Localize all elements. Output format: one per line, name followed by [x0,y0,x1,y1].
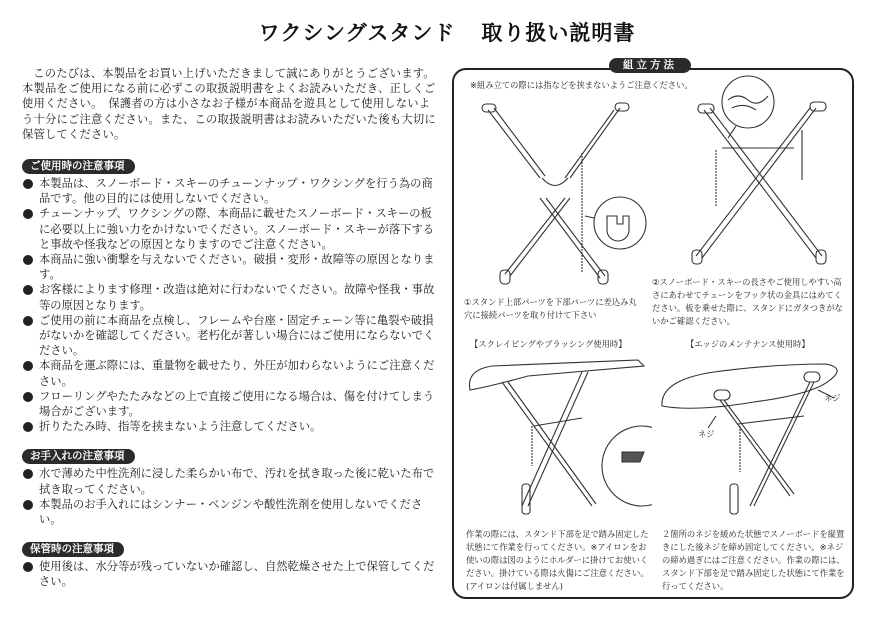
list-item: 本商品に強い衝撃を与えないでください。破損・変形・故障等の原因となります。 [22,252,440,282]
storage-precautions-section [22,541,440,589]
care-precautions-section [22,448,440,527]
scraping-text: 作業の際には、スタンド下部を足で踏み固定した状態にて作業を行ってください。※アイロンをお使いの際は図のようにホルダーに掛けてお使いください。掛けている際は火傷にご注意ください。(アイロンは付属しません) [466,529,649,591]
bullet-icon [23,179,33,189]
section-heading: 保管時の注意事項 [22,542,124,557]
bullet-icon [23,422,33,432]
scraping-label: 【スクレイピングやブラッシング使用時】 [470,339,627,349]
left-column [22,66,440,604]
section-heading: ご使用時の注意事項 [22,159,135,174]
bullet-icon [23,209,33,219]
edge-label: 【エッジのメンテナンス使用時】 [686,339,810,349]
bullet-icon [23,285,33,295]
title-manual: 取り扱い説明書 [481,21,636,45]
title-product: ワクシングスタンド [258,21,456,45]
section-heading: お手入れの注意事項 [22,449,135,464]
list-item: フローリングやたたみなどの上で直接ご使用になる場合は、傷を付けてしまう場合がございます。 [22,389,440,419]
usage-precautions-section [22,158,440,434]
screw-label-left: ネジ [698,429,715,439]
stand-chain-illustration [676,70,852,270]
list-item: 本製品のお手入れにはシンナー・ベンジンや酸性洗剤を使用しないでください。 [22,497,440,527]
bullet-icon [23,255,33,265]
list-item: 水で薄めた中性洗剤に浸した柔らかい布で、汚れを拭き取った後に乾いた布で拭き取ってください。 [22,466,440,496]
assembly-note: ※組み立ての際には指などを挟まないようご注意ください。 [470,80,693,90]
list-item: 折りたたみ時、指等を挟まないよう注意してください。 [22,419,440,434]
edge-text: ２箇所のネジを緩めた状態でスノーボードを縦置きにした後ネジを締め固定してください。※ネジの締め過ぎにはご注意ください。作業の際には、スタンド下部を足で踏み固定した状態にて作業を行ってください。 [662,529,845,591]
assembly-panel [452,59,854,599]
document-title [0,17,894,47]
list-item: お客様によります修理・改造は絶対に行わないでください。故障や怪我・事故等の原因となります。 [22,282,440,312]
edge-maintenance-illustration [654,356,850,516]
list-item: 本製品は、スノーボード・スキーのチューンナップ・ワクシングを行う為の商品です。他の目的には使用しないでください。 [22,176,440,206]
screw-label-right: ネジ [824,393,841,403]
step1-text: ①スタンド上部パーツを下部パーツに差込み丸穴に接続パーツを取り付けて下さい [464,297,637,320]
bullet-icon [23,316,33,326]
list-item: 使用後は、水分等が残っていないか確認し、自然乾燥させた上で保管してください。 [22,559,440,589]
list-item: チューンナップ、ワクシングの際、本商品に載せたスノーボード・スキーの板に必要以上に強い力をかけないでください。スノーボード・スキーが落下すると事故や怪我などの原因となりますのでご注意ください。 [22,206,440,252]
step2-text: ②スノーボード・スキーの長さやご使用しやすい高さにあわせてチェーンをフック状の金具にはめてください。板を乗せた際に、スタンドにガタつきがないかご確認ください。 [652,277,843,326]
assembly-heading: 組立方法 [609,58,691,73]
list-item: 本商品を運ぶ際には、重量物を載せたり、外圧が加わらないようにご注意ください。 [22,358,440,388]
list-item: ご使用の前に本商品を点検し、フレームや台座・固定チェーン等に亀裂や破損がないかを確認してください。老朽化が著しい場合にはご使用にならないでください。 [22,313,440,359]
bullet-icon [23,361,33,371]
stand-assembly-illustration [470,98,660,288]
bullet-icon [23,500,33,510]
bullet-icon [23,562,33,572]
intro-paragraph: このたびは、本製品をお買い上げいただきまして誠にありがとうございます。本製品をご使用になる前に必ずこの取扱説明書をよくお読みいただき、正しくご使用ください。 保護者の方は小さなお子様が本商品を遊具として使用しないよう十分にご注意ください。また、この取扱説明書はお読みいただいた後も大切に保管してください。 [22,67,436,141]
bullet-icon [23,469,33,479]
scraping-illustration [462,356,652,516]
bullet-icon [23,392,33,402]
